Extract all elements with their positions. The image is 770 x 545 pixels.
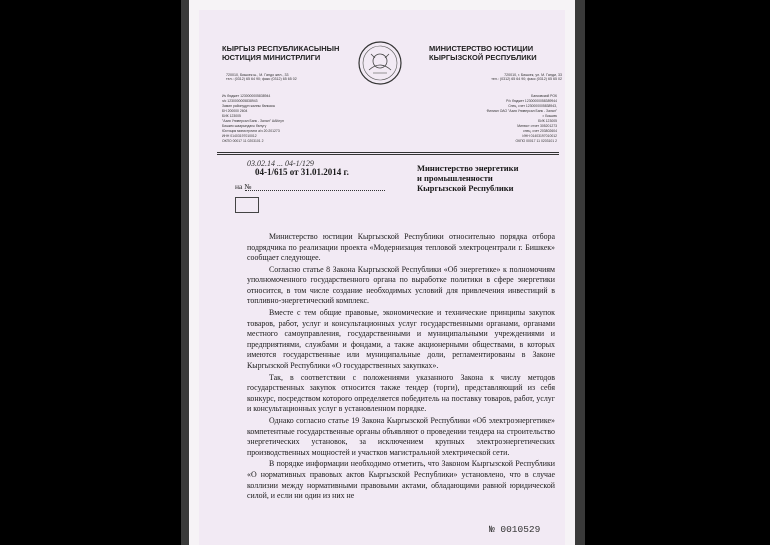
handwritten-reference: 03.02.14 ... 04-1/129	[247, 159, 314, 168]
paragraph: Однако согласно статье 19 Закона Кыргызской Республики «Об электроэнергетике» компетентные государственные органы объявляют о проведении тендера на строительство энергетических установок, за исключением крупных электроэнергетических производственных мощностей и участков магистральной электрической сети.	[247, 416, 555, 457]
paragraph: Так, в соответствии с положениями указанного Закона к числу методов государственных закупок относится также тендер (торги), представляющий из себя конкурс, посредством которого определяется победитель на поставку товаров, работ, услуг и консультационных услуг в установленном порядке.	[247, 372, 555, 414]
left-frame-strip	[181, 0, 189, 545]
right-frame-strip	[575, 0, 585, 545]
serial-number: № 0010529	[489, 524, 541, 535]
paragraph: В порядке информации необходимо отметить, что Законом Кыргызской Республики «О нормативных правовых актов Кыргызской Республики» установлено, что в случае коллизии между нормативными правовыми актами, обладающими равной юридической силой, и если ни один из них не	[247, 459, 555, 501]
addressee: Министерство энергетики и промышленности Кыргызской Республики	[417, 163, 519, 193]
header-left-title: КЫРГЫЗ РЕСПУБЛИКАСЫНЫН ЮСТИЦИЯ МИНИСТРЛИГИ	[222, 44, 340, 62]
header-left-address: 720010, Бишкек ш., М. Гандо жел., 33 тел.: (0312) 65 64 90; факс (0312) 65 65 02	[226, 73, 297, 82]
bank-details-left: Ич бюджет 1230000005838944 э/с 1230000005838943 Замин районудун жалпы банкасы БН 200000 2604 БИК 123005 "Азия Универсал Банк - Залал" ААКнун Бишкек шаарындагы бөлүгү Юстиция министрлиги а/ч 20:201273 ИНН 01403197010012 ОКПО 00017 11 0203101 2	[222, 94, 284, 143]
registration-box	[235, 197, 259, 213]
emblem-icon	[357, 40, 403, 86]
header-right-title: МИНИСТЕРСТВО ЮСТИЦИИ КЫРГЫЗСКОЙ РЕСПУБЛИКИ	[429, 44, 537, 62]
paragraph: Вместе с тем общие правовые, экономические и технические принципы закупок товаров, работ, услуг и консультационных услуг государственными органами, органами местного самоуправления, государственными и муниципальными учреждениями и предприятиями, службами и фондами, а также акционерными обществами, в которых имеются государственные или муниципальные доли, регламентированы в Законе Кыргызской Республики «О государственных закупках».	[247, 308, 555, 370]
paragraph: Министерство юстиции Кыргызской Республики относительно порядка отбора подрядчика по реализации проекта «Модернизация тепловой электроцентрали г. Бишкек» сообщает следующее.	[247, 232, 555, 263]
header-divider-thin	[217, 154, 559, 155]
outgoing-number: 04-1/615 от 31.01.2014 г.	[255, 167, 349, 177]
bank-details-right: Банковский РОК Р/с бюджет 12300000058389944 Спец. счет 1230000005838943, Филиал ОАО "Азия Универсал Банк - Залал" г. Бишкек БИК 123005 Минюст отчет 305201273 спец. счет 203802604 ИНН 01403197010012 ОКПО 00017 11 0203101 2	[486, 94, 557, 143]
reply-to-label: на №	[235, 182, 252, 191]
header-divider	[217, 152, 559, 153]
paragraph: Согласно статье 8 Закона Кыргызской Республики «Об энергетике» к полномочиям уполномоченного государственного органа по выработке политики в сфере энергетики относится, в том числе создание необходимых условий для привлечения инвестиций в топливно-энергетический комплекс.	[247, 264, 555, 306]
header-right-address: 720010, г. Бишкек, ул. М. Ганди, 33 тел.: (0312) 65 64 90; факс (0312) 65 65 02	[491, 73, 562, 82]
letter-body	[247, 232, 555, 503]
document-page	[189, 0, 575, 545]
reply-to-line	[245, 190, 385, 191]
